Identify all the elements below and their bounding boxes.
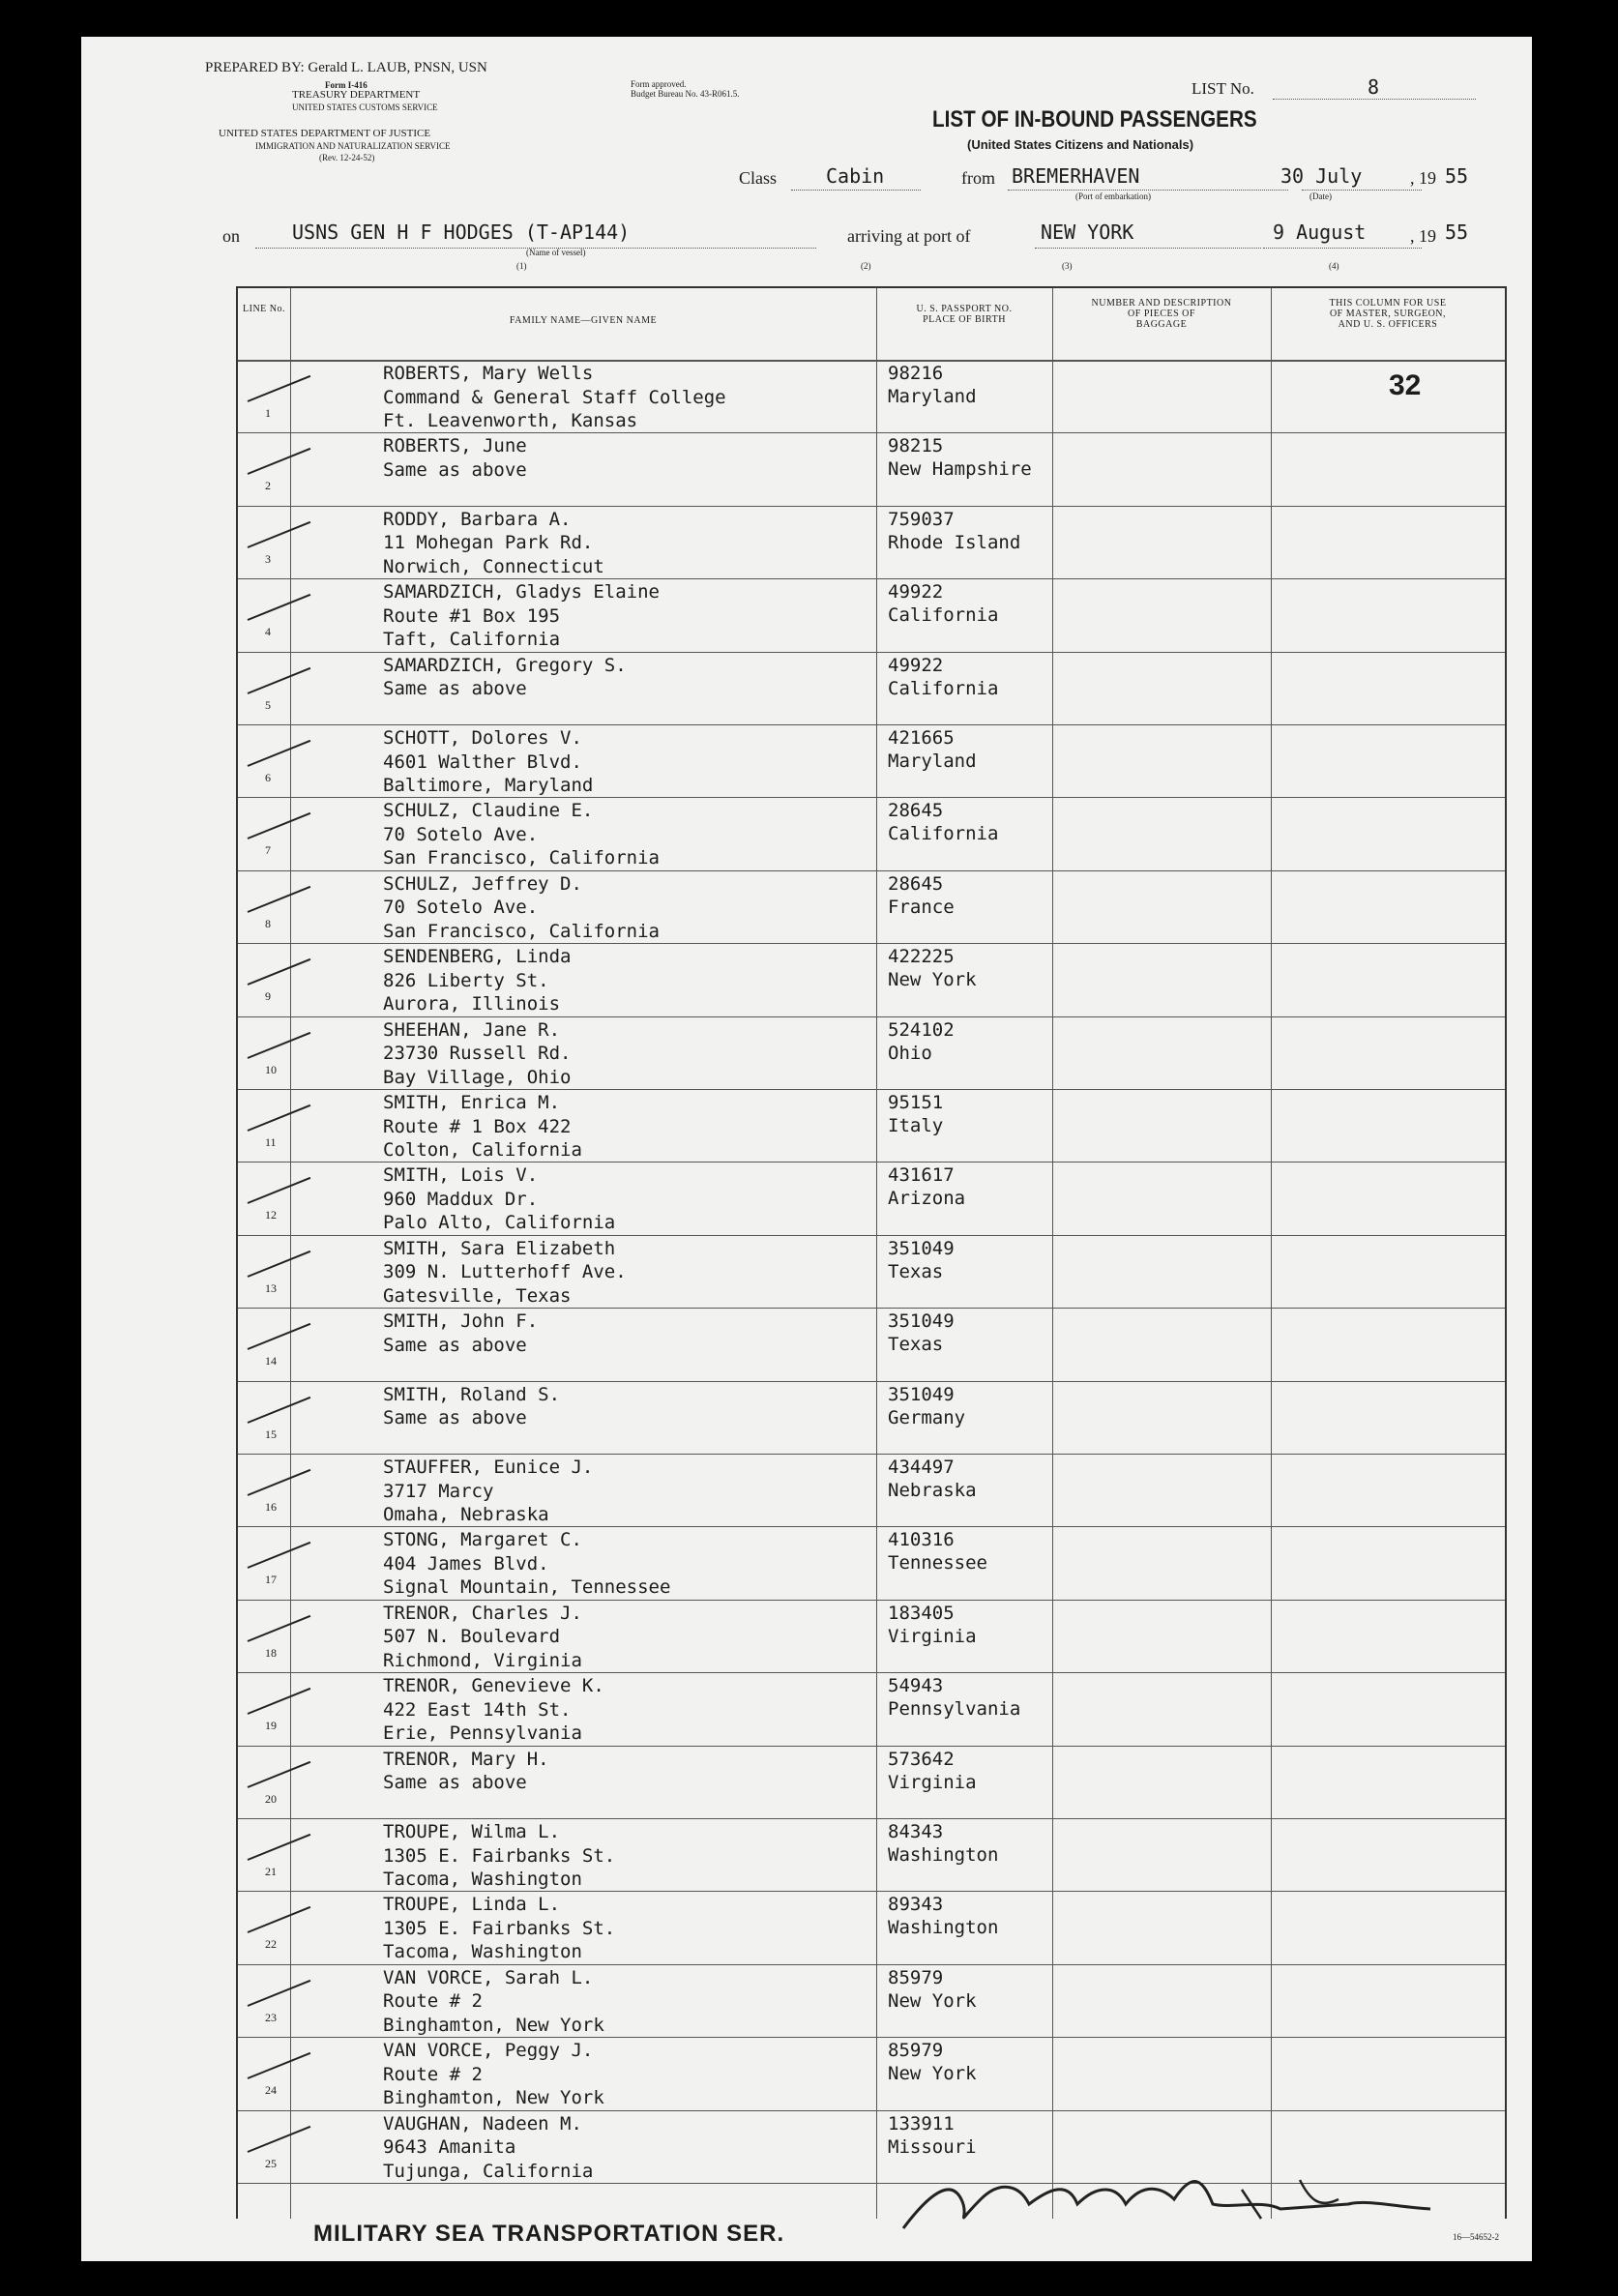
place-of-birth: Maryland	[888, 386, 977, 407]
departure-year-prefix: , 19	[1410, 168, 1436, 188]
passport-number: 573642	[888, 1748, 955, 1770]
port-of-embarkation: BREMERHAVEN	[1012, 164, 1140, 188]
passenger-address: 507 N. Boulevard	[383, 1626, 561, 1648]
check-mark	[248, 666, 311, 693]
col1-num: (1)	[516, 261, 527, 271]
place-of-birth: Washington	[888, 1844, 999, 1866]
table-row	[238, 2037, 1505, 2109]
passenger-name: TRENOR, Mary H.	[383, 1748, 549, 1770]
col-baggage-line2: OF PIECES OF	[1128, 309, 1195, 319]
passport-number: 28645	[888, 872, 944, 895]
passenger-address: 960 Maddux Dr.	[383, 1188, 539, 1210]
place-of-birth: Texas	[888, 1334, 944, 1356]
justice-dept: UNITED STATES DEPARTMENT OF JUSTICE	[219, 128, 431, 139]
passenger-address: Same as above	[383, 678, 527, 700]
table-row	[238, 797, 1505, 869]
passport-number: 98215	[888, 435, 944, 457]
check-mark	[248, 594, 311, 621]
table-row	[238, 578, 1505, 651]
line-number: 22	[265, 1937, 277, 1952]
passenger-address: Tacoma, Washington	[383, 1941, 582, 1963]
col3-num: (3)	[1062, 261, 1073, 271]
list-no-value: 8	[1368, 75, 1380, 99]
place-of-birth: New Hampshire	[888, 458, 1032, 481]
form-number: Form I-416	[325, 80, 368, 90]
passport-number: 431617	[888, 1164, 955, 1187]
page-number-mark: 32	[1389, 369, 1422, 401]
passport-number: 759037	[888, 508, 955, 530]
table-row	[238, 1235, 1505, 1308]
passenger-address: San Francisco, California	[383, 847, 660, 869]
line-number: 7	[265, 843, 271, 858]
form-approved: Form approved.	[631, 79, 687, 89]
place-of-birth: New York	[888, 1989, 977, 2012]
col-baggage-line3: BAGGAGE	[1135, 319, 1188, 330]
col-name: FAMILY NAME—GIVEN NAME	[509, 315, 658, 326]
table-row	[238, 1381, 1505, 1454]
passenger-address: 4601 Walther Blvd.	[383, 751, 582, 773]
arrival-date: 9 August	[1273, 221, 1367, 244]
place-of-birth: Maryland	[888, 751, 977, 772]
line-number: 13	[265, 1280, 277, 1295]
col4-num: (4)	[1329, 261, 1339, 271]
passenger-name: VAUGHAN, Nadeen M.	[383, 2112, 582, 2134]
passenger-address: 826 Liberty St.	[383, 969, 549, 991]
table-row	[238, 506, 1505, 578]
table-row	[238, 360, 1505, 432]
place-of-birth: Missouri	[888, 2135, 977, 2158]
col-baggage-line1: NUMBER AND DESCRIPTION	[1091, 298, 1232, 309]
place-of-birth: Italy	[888, 1115, 944, 1136]
check-mark	[248, 448, 311, 475]
passenger-address: Same as above	[383, 458, 527, 481]
passenger-address: Tujunga, California	[383, 2160, 594, 2182]
passenger-address: Route # 2	[383, 1990, 483, 2013]
passenger-name: ROBERTS, June	[383, 435, 527, 457]
manifest-page	[81, 37, 1532, 2261]
passenger-address: Norwich, Connecticut	[383, 555, 604, 577]
line-number: 9	[265, 989, 271, 1004]
place-of-birth: Ohio	[888, 1042, 932, 1064]
table-row	[238, 1891, 1505, 1963]
passenger-name: SHEEHAN, Jane R.	[383, 1018, 561, 1041]
check-mark	[248, 1834, 311, 1861]
document-subtitle: (United States Citizens and Nationals)	[967, 137, 1194, 152]
passenger-address: Route # 2	[383, 2063, 483, 2085]
passenger-name: TROUPE, Linda L.	[383, 1894, 561, 1916]
place-of-birth: Tennessee	[888, 1552, 987, 1575]
treasury-dept: TREASURY DEPARTMENT	[292, 89, 421, 101]
passenger-address: Erie, Pennsylvania	[383, 1722, 582, 1745]
place-of-birth: Nebraska	[888, 1480, 977, 1501]
line-number: 2	[265, 479, 271, 493]
table-row	[238, 1672, 1505, 1745]
line-number: 19	[265, 1719, 277, 1733]
arrival-year-prefix: , 19	[1410, 226, 1436, 246]
table-row	[238, 870, 1505, 943]
place-of-birth: New York	[888, 2063, 977, 2085]
passport-number: 98216	[888, 363, 944, 384]
check-mark	[248, 1980, 311, 2007]
place-of-birth: Arizona	[888, 1188, 966, 1210]
passenger-address: 70 Sotelo Ave.	[383, 897, 539, 919]
col-baggage	[1052, 298, 1271, 330]
col-passport-line1: U. S. PASSPORT NO.	[916, 304, 1013, 314]
list-no-label: LIST No.	[1191, 79, 1254, 98]
passenger-address: Baltimore, Maryland	[383, 775, 594, 796]
passport-number: 28645	[888, 800, 944, 822]
check-mark	[248, 958, 311, 986]
passport-number: 524102	[888, 1018, 955, 1041]
passenger-name: STAUFFER, Eunice J.	[383, 1457, 594, 1478]
passenger-address: Tacoma, Washington	[383, 1869, 582, 1890]
print-code: 16—54652-2	[1453, 2232, 1499, 2242]
passenger-name: SENDENBERG, Linda	[383, 946, 572, 968]
arrival-port: NEW YORK	[1041, 221, 1134, 244]
passport-number: 351049	[888, 1310, 955, 1333]
passenger-address: 9643 Amanita	[383, 2136, 516, 2159]
passenger-name: TRENOR, Genevieve K.	[383, 1675, 604, 1697]
line-number: 11	[265, 1135, 277, 1149]
msts-stamp: MILITARY SEA TRANSPORTATION SER.	[313, 2221, 785, 2247]
line-number: 4	[265, 625, 271, 639]
check-mark	[248, 1760, 311, 1787]
place-of-birth: California	[888, 604, 999, 627]
passenger-name: SAMARDZICH, Gladys Elaine	[383, 581, 660, 603]
table-row	[238, 1964, 1505, 2037]
vessel-name: USNS GEN H F HODGES (T-AP144)	[292, 221, 631, 244]
passenger-address: 1305 E. Fairbanks St.	[383, 1917, 616, 1939]
passenger-address: Same as above	[383, 1334, 527, 1356]
line-number: 24	[265, 2083, 277, 2098]
col-officers-line3: AND U. S. OFFICERS	[1338, 319, 1438, 330]
table-row	[238, 1600, 1505, 1672]
passport-number: 49922	[888, 581, 944, 603]
passenger-name: SCHULZ, Claudine E.	[383, 800, 594, 822]
table-row	[238, 652, 1505, 724]
port-embark-caption: (Port of embarkation)	[1075, 191, 1151, 201]
check-mark	[248, 375, 311, 402]
check-mark	[248, 2052, 311, 2079]
check-mark	[248, 1177, 311, 1204]
passenger-name: SMITH, Roland S.	[383, 1383, 561, 1405]
passenger-address: Richmond, Virginia	[383, 1649, 582, 1671]
line-number: 23	[265, 2010, 277, 2024]
ins-service: IMMIGRATION AND NATURALIZATION SERVICE	[255, 141, 451, 151]
passport-number: 421665	[888, 727, 955, 749]
place-of-birth: California	[888, 823, 999, 845]
passport-number: 85979	[888, 1966, 944, 1988]
passenger-address: Signal Mountain, Tennessee	[383, 1576, 671, 1599]
col-officers	[1271, 298, 1505, 330]
passenger-address: 11 Mohegan Park Rd.	[383, 532, 594, 554]
passenger-address: Bay Village, Ohio	[383, 1066, 572, 1088]
line-number: 18	[265, 1645, 277, 1660]
passport-number: 133911	[888, 2112, 955, 2134]
line-number: 8	[265, 916, 271, 930]
passenger-address: Aurora, Illinois	[383, 993, 561, 1016]
passport-number: 95151	[888, 1092, 944, 1113]
check-mark	[248, 1251, 311, 1278]
passport-number: 410316	[888, 1529, 955, 1551]
place-of-birth: Washington	[888, 1917, 999, 1939]
on-label: on	[222, 226, 240, 246]
place-of-birth: Virginia	[888, 1625, 977, 1647]
table-row	[238, 1746, 1505, 1818]
passport-number: 351049	[888, 1383, 955, 1405]
check-mark	[248, 1031, 311, 1058]
place-of-birth: Germany	[888, 1406, 966, 1428]
passport-number: 85979	[888, 2040, 944, 2062]
passenger-name: RODDY, Barbara A.	[383, 508, 572, 530]
passenger-name: ROBERTS, Mary Wells	[383, 363, 594, 384]
place-of-birth: California	[888, 677, 999, 699]
check-mark	[248, 1323, 311, 1350]
passport-number: 422225	[888, 946, 955, 968]
passenger-name: SCHULZ, Jeffrey D.	[383, 872, 582, 895]
passenger-address: Same as above	[383, 1407, 527, 1429]
place-of-birth: France	[888, 896, 955, 918]
from-label: from	[961, 168, 995, 188]
passenger-address: Route # 1 Box 422	[383, 1115, 572, 1137]
table-row	[238, 724, 1505, 797]
col-officers-line2: OF MASTER, SURGEON,	[1329, 309, 1447, 319]
passenger-address: Binghamton, New York	[383, 2087, 604, 2109]
form-revision: (Rev. 12-24-52)	[319, 153, 375, 162]
passport-number: 89343	[888, 1894, 944, 1916]
place-of-birth: Virginia	[888, 1771, 977, 1793]
passenger-address: Command & General Staff College	[383, 386, 726, 408]
passenger-name: VAN VORCE, Peggy J.	[383, 2040, 594, 2062]
check-mark	[248, 1615, 311, 1642]
passenger-address: 1305 E. Fairbanks St.	[383, 1844, 616, 1867]
passenger-name: TRENOR, Charles J.	[383, 1602, 582, 1624]
passenger-table	[236, 286, 1507, 2219]
place-of-birth: New York	[888, 969, 977, 991]
passenger-address: Binghamton, New York	[383, 2014, 604, 2036]
table-row	[238, 1308, 1505, 1380]
table-row	[238, 1818, 1505, 1891]
passenger-name: VAN VORCE, Sarah L.	[383, 1966, 594, 1988]
table-row	[238, 943, 1505, 1016]
passenger-address: Ft. Leavenworth, Kansas	[383, 410, 638, 431]
departure-date: 30 July	[1280, 164, 1363, 188]
passenger-name: SMITH, Lois V.	[383, 1164, 539, 1187]
col-passport	[876, 304, 1052, 325]
check-mark	[248, 1542, 311, 1569]
budget-bureau: Budget Bureau No. 43-R061.5.	[631, 89, 740, 99]
passenger-address: 422 East 14th St.	[383, 1698, 572, 1721]
passenger-address: Route #1 Box 195	[383, 604, 561, 627]
passenger-address: 3717 Marcy	[383, 1480, 494, 1502]
passenger-address: Same as above	[383, 1772, 527, 1794]
departure-year: 55	[1445, 164, 1469, 188]
customs-service: UNITED STATES CUSTOMS SERVICE	[292, 103, 438, 112]
line-number: 16	[265, 1500, 277, 1514]
line-number: 17	[265, 1573, 277, 1587]
check-mark	[248, 521, 311, 548]
line-number: 10	[265, 1062, 277, 1076]
col2-num: (2)	[861, 261, 871, 271]
passenger-address: 404 James Blvd.	[383, 1552, 549, 1575]
check-mark	[248, 1469, 311, 1496]
check-mark	[248, 812, 311, 839]
passenger-address: 70 Sotelo Ave.	[383, 823, 539, 845]
check-mark	[248, 1104, 311, 1132]
table-row	[238, 1454, 1505, 1526]
line-number: 21	[265, 1865, 277, 1878]
passenger-name: SMITH, Sara Elizabeth	[383, 1237, 616, 1259]
place-of-birth: Rhode Island	[888, 531, 1021, 553]
passenger-name: SMITH, John F.	[383, 1310, 539, 1333]
table-row	[238, 1162, 1505, 1234]
line-number: 12	[265, 1208, 277, 1222]
place-of-birth: Texas	[888, 1260, 944, 1282]
col-passport-line2: PLACE OF BIRTH	[923, 314, 1006, 325]
check-mark	[248, 1688, 311, 1715]
line-number: 1	[265, 406, 271, 420]
passenger-address: Palo Alto, California	[383, 1212, 616, 1234]
passenger-address: Gatesville, Texas	[383, 1284, 572, 1307]
passenger-name: SCHOTT, Dolores V.	[383, 727, 582, 749]
passenger-name: TROUPE, Wilma L.	[383, 1821, 561, 1842]
table-row	[238, 1526, 1505, 1599]
line-number: 25	[265, 2156, 277, 2170]
col-officers-line1: THIS COLUMN FOR USE	[1329, 298, 1447, 309]
arrival-year: 55	[1445, 221, 1469, 244]
line-number: 6	[265, 771, 271, 784]
check-mark	[248, 1396, 311, 1423]
officer-signature	[894, 2161, 1435, 2248]
table-row	[238, 1016, 1505, 1089]
class-value: Cabin	[826, 164, 885, 188]
passenger-name: STONG, Margaret C.	[383, 1529, 582, 1551]
check-mark	[248, 886, 311, 913]
passenger-address: 309 N. Lutterhoff Ave.	[383, 1261, 627, 1283]
line-number: 5	[265, 697, 271, 712]
place-of-birth: Pennsylvania	[888, 1698, 1021, 1721]
document-title: LIST OF IN-BOUND PASSENGERS	[932, 106, 1257, 132]
passport-number: 183405	[888, 1602, 955, 1624]
table-row	[238, 432, 1505, 505]
check-mark	[248, 2125, 311, 2152]
passenger-address: Omaha, Nebraska	[383, 1504, 549, 1525]
passenger-address: 23730 Russell Rd.	[383, 1043, 572, 1065]
line-number: 15	[265, 1427, 277, 1441]
passport-number: 84343	[888, 1821, 944, 1842]
date-caption: (Date)	[1309, 191, 1332, 201]
class-label: Class	[739, 168, 778, 188]
check-mark	[248, 740, 311, 767]
passenger-address: Taft, California	[383, 629, 561, 651]
prepared-by: PREPARED BY: Gerald L. LAUB, PNSN, USN	[205, 60, 487, 75]
check-mark	[248, 1906, 311, 1933]
vessel-caption: (Name of vessel)	[526, 248, 586, 257]
line-number: 14	[265, 1354, 277, 1369]
col-line-no: LINE No.	[243, 304, 285, 314]
passenger-name: SMITH, Enrica M.	[383, 1092, 561, 1113]
line-number: 3	[265, 551, 271, 566]
passport-number: 49922	[888, 654, 944, 676]
table-row	[238, 1089, 1505, 1162]
line-number: 20	[265, 1791, 277, 1806]
passenger-address: San Francisco, California	[383, 920, 660, 942]
passport-number: 351049	[888, 1237, 955, 1259]
passport-number: 434497	[888, 1457, 955, 1478]
passenger-name: SAMARDZICH, Gregory S.	[383, 654, 627, 676]
passport-number: 54943	[888, 1675, 944, 1697]
passenger-address: Colton, California	[383, 1139, 582, 1161]
arriving-label: arriving at port of	[847, 226, 971, 246]
